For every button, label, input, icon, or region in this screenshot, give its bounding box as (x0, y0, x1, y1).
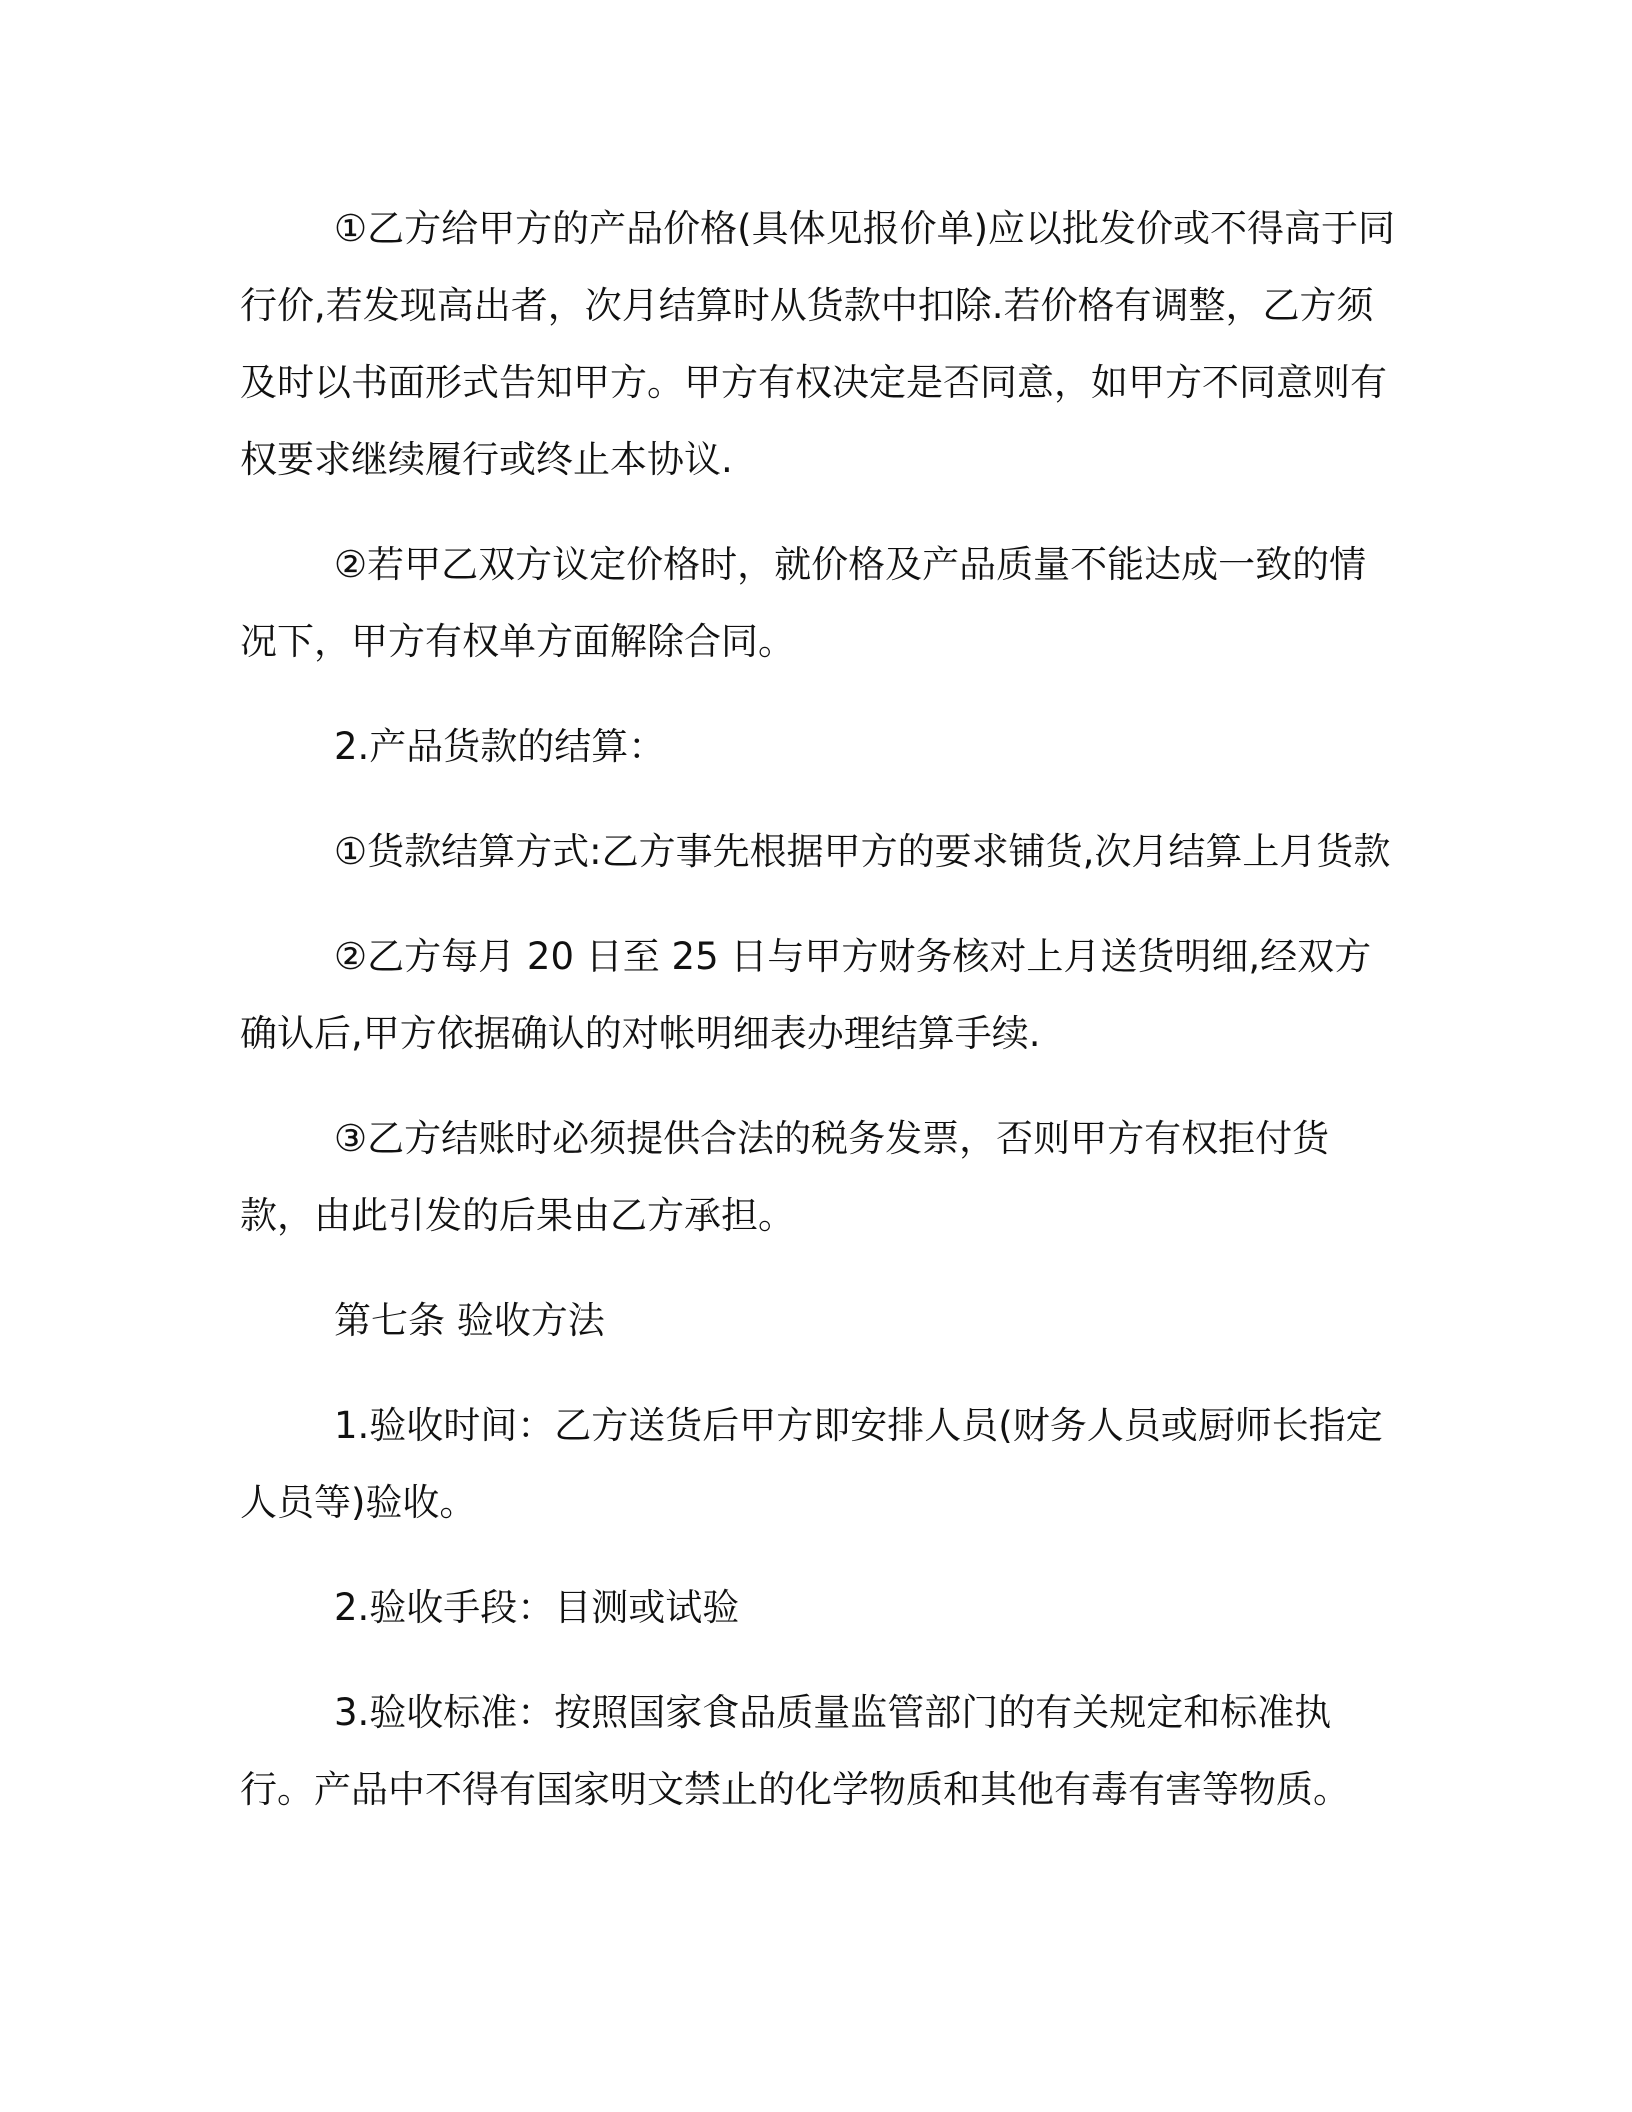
paragraph-price-dispute: ②若甲乙双方议定价格时，就价格及产品质量不能达成一致的情况下，甲方有权单方面解除合同。 (240, 543, 1367, 663)
paragraph-invoice: ③乙方结账时必须提供合法的税务发票，否则甲方有权拒付货款，由此引发的后果由乙方承担。 (240, 1117, 1330, 1237)
paragraph-inspection-time: 1.验收时间：乙方送货后甲方即安排人员(财务人员或厨师长指定人员等)验收。 (240, 1404, 1383, 1524)
paragraph-reconciliation: ②乙方每月 20 日至 25 日与甲方财务核对上月送货明细,经双方确认后,甲方依据确认的对帐明细表办理结算手续. (240, 935, 1372, 1055)
paragraph-price-terms: ①乙方给甲方的产品价格(具体见报价单)应以批发价或不得高于同行价,若发现高出者，次月结算时从货款中扣除.若价格有调整，乙方须及时以书面形式告知甲方。甲方有权决定是否同意，如甲方不同意则有权要求继续履行或终止本协议. (240, 207, 1396, 481)
document-body (240, 190, 1400, 1856)
section-heading-article-7: 第七条 验收方法 (334, 1299, 605, 1342)
paragraph-inspection-standard: 3.验收标准：按照国家食品质量监管部门的有关规定和标准执行。产品中不得有国家明文禁止的化学物质和其他有毒有害等物质。 (240, 1691, 1350, 1811)
paragraph-inspection-means: 2.验收手段：目测或试验 (334, 1586, 740, 1629)
paragraph-settlement-heading: 2.产品货款的结算： (334, 725, 666, 768)
paragraph-settlement-method: ①货款结算方式:乙方事先根据甲方的要求铺货,次月结算上月货款 (334, 830, 1391, 873)
